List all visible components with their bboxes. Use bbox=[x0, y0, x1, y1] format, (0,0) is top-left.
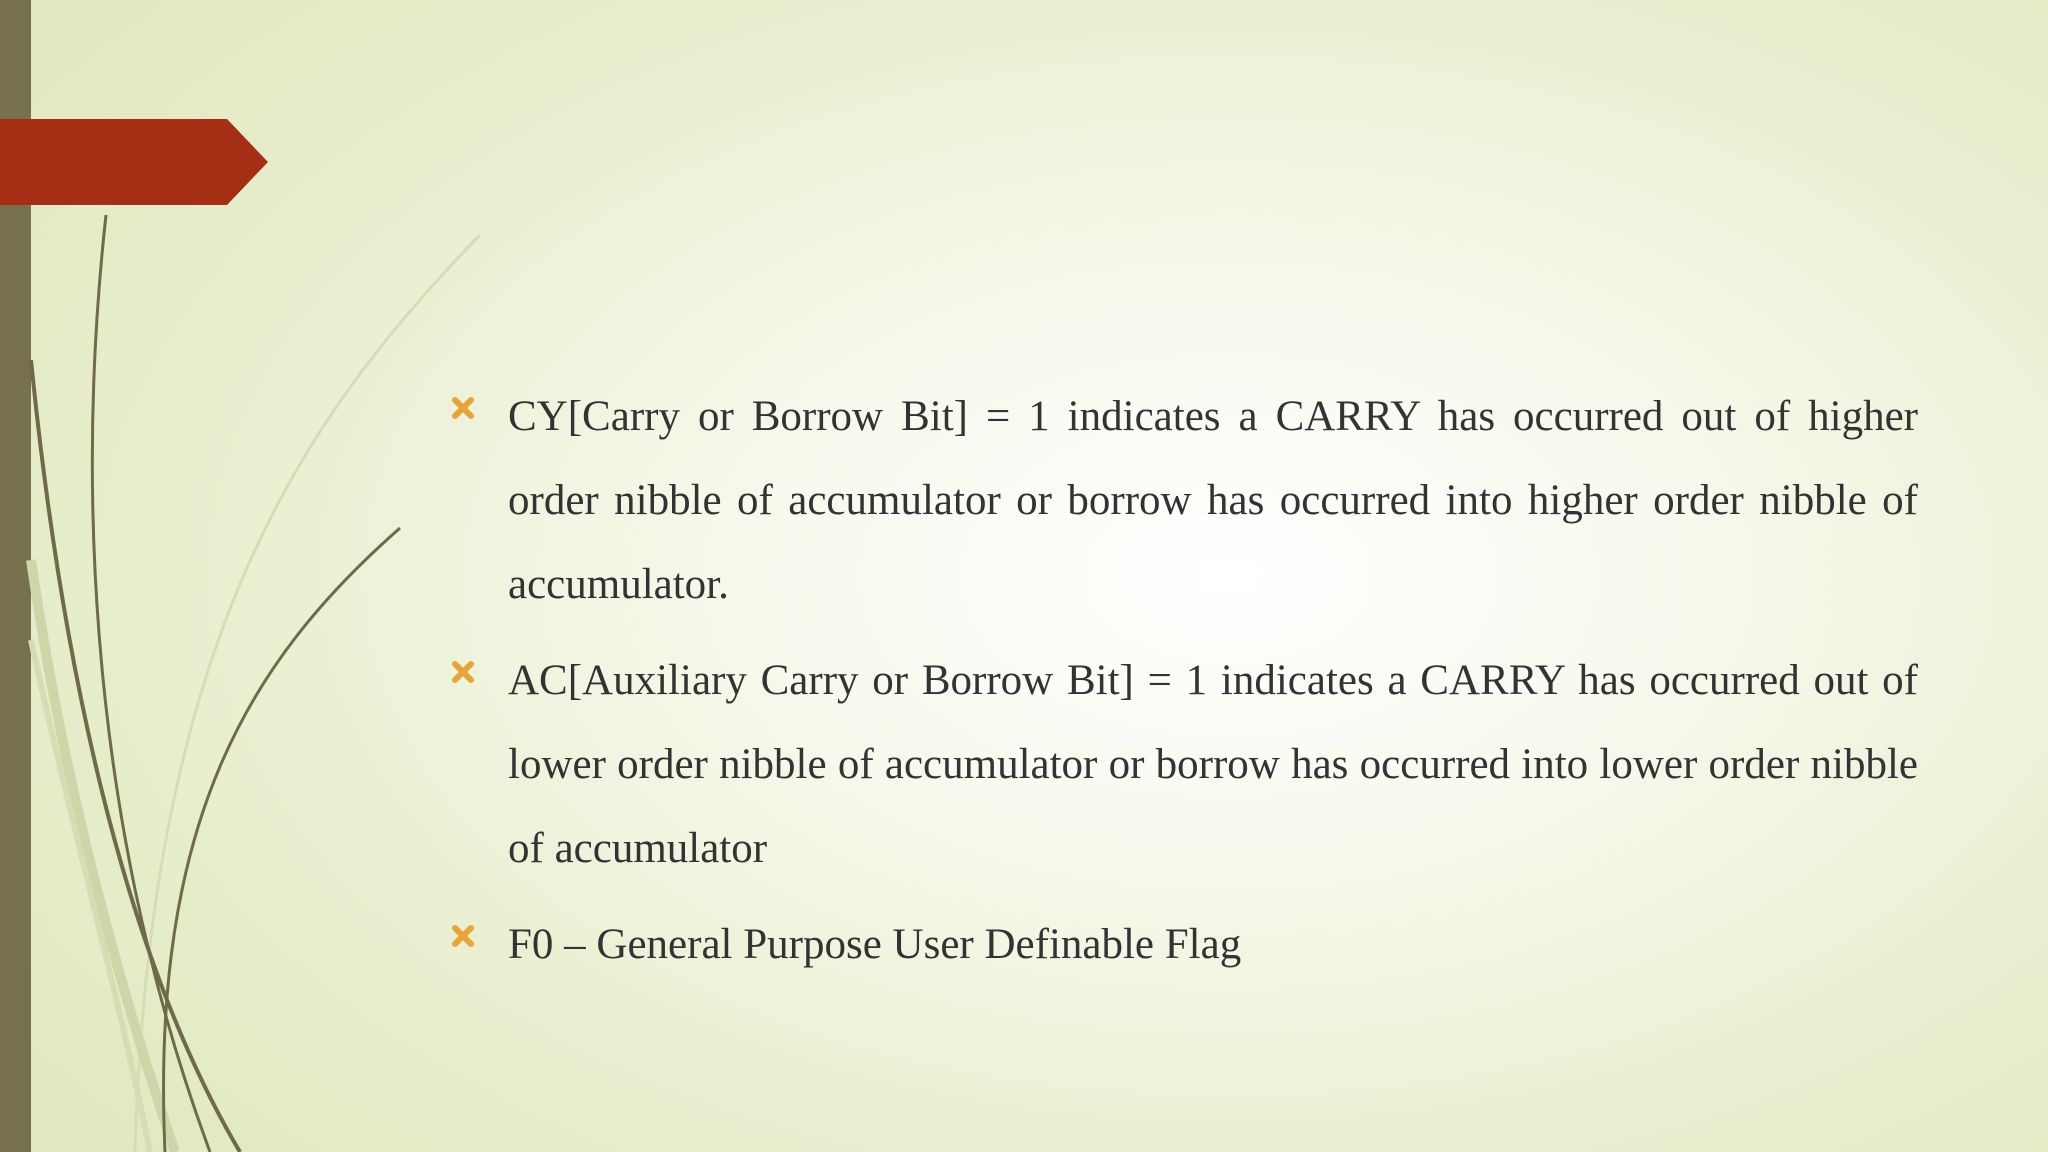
x-mark-bullet-icon bbox=[450, 395, 476, 421]
title-accent-arrow bbox=[0, 119, 270, 205]
bullet-item-ac-flag bbox=[450, 639, 1918, 891]
x-mark-bullet-icon bbox=[450, 659, 476, 685]
bullet-text: CY[Carry or Borrow Bit] = 1 indicates a CARRY has occurred out of higher order nibble of accumulator or borrow has occurred into higher order nibble of accumulator. bbox=[508, 393, 1918, 608]
bullet-list bbox=[450, 375, 1918, 999]
bullet-text: AC[Auxiliary Carry or Borrow Bit] = 1 indicates a CARRY has occurred out of lower order nibble of accumulator or borrow has occurred into lower order nibble of accumulator bbox=[508, 657, 1918, 872]
bullet-item-f0-flag bbox=[450, 903, 1918, 987]
x-mark-bullet-icon bbox=[450, 923, 476, 949]
bullet-text: F0 – General Purpose User Definable Flag bbox=[508, 921, 1242, 968]
bullet-item-cy-flag bbox=[450, 375, 1918, 627]
